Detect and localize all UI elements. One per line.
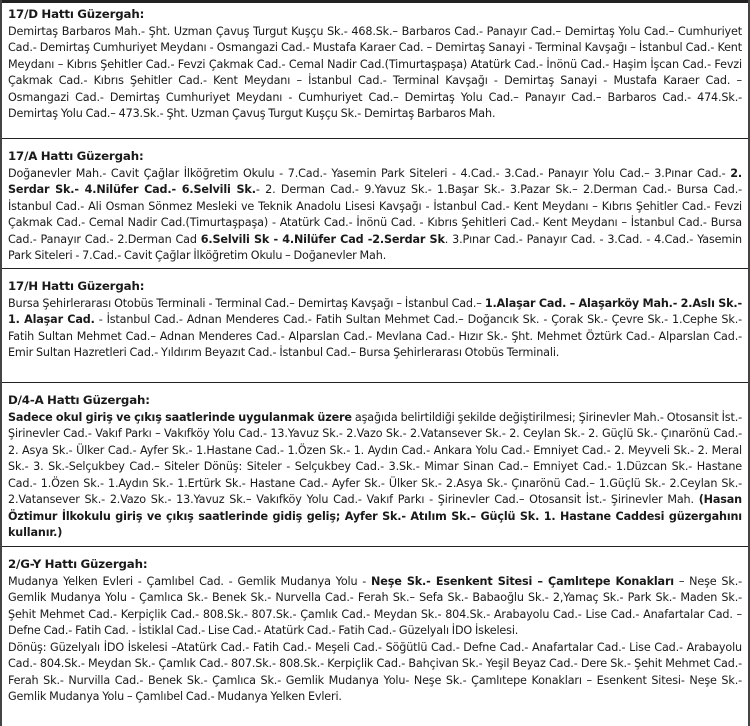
top-border bbox=[0, 0, 750, 3]
left-border bbox=[0, 0, 2, 726]
route-text: aşağıda belirtildiği şekilde değiştirilmesi; Şirinevler Mah.- Otosansit İst.- Şirinevler Cad.- Vakıf Parkı – Vakıfköy Yolu Cad.- 13.Yavuz Sk.- 2.Vazo Sk.- 2.Vatansever Sk.- 2. Ceylan Sk.- 2. Güçlü Sk.- Çınarönü Cad.- 2. Asya Sk.- Ülker Cad.- Ayfer Sk.- 1.Hastane Cad.- 1.Özen Sk.- 1. Aydın Cad.- Ankara Yolu Cad.- Emniyet Cad.- 2. Meyveli Sk.- 2. Meral Sk.- 3. Sk.-Selçukbey Cad.– Siteler Dönüş: Siteler - Selçukbey Cad.- 3.Sk.- Mimar Sinan Cad.– Emniyet Cad.- 1.Düzcan Sk.- Hastane Cad.- 1.Özen Sk.- 1.Aydın Sk.- 1.Ertürk Sk.- Hastane Cad.- Ayfer Sk.- Ülker Sk.- 2.Asya Sk.- Çınarönü Cad.– 1.Güçlü Sk.- 2.Ceylan Sk.- 2.Vatansever Sk.- 2.Vazo Sk.- 13.Yavuz Sk.– Vakıfköy Yolu Cad.- Vakıf Parkı - Şirinevler Cad.– Otosansit İst.- Şirinevler Mah. bbox=[8, 410, 742, 506]
route-highlight: 6.Selvili Sk - 4.Nilüfer Cad -2.Serdar Sk bbox=[200, 232, 445, 246]
route-highlight: (Hasan Öztimur İlkokulu giriş ve çıkış saatlerinde gidiş geliş; Ayfer Sk.- Atılım Sk.– Güçlü Sk. 1. Hastane Caddesi güzergahını kullanır.) bbox=[8, 493, 742, 539]
route-section-17h bbox=[8, 278, 742, 362]
route-text: - İstanbul Cad.- Adnan Menderes Cad.- Fatih Sultan Mehmet Cad.– Doğancık Sk. - Çorak Sk.- Çevre Sk.- 1.Cephe Sk.- Fatih Sultan Mehmet Cad.– Adnan Menderes Cad.- Alparslan Cad.- Mevlana Cad.- Hızır Sk.- Şht. Mehmet Öztürk Cad.- Alparslan Cad.- Emir Sultan Hazretleri Cad.- Yıldırım Beyazıt Cad.- İstanbul Cad.– Bursa Şehirlerarası Otobüs Terminali. bbox=[8, 313, 742, 359]
route-section-2gy bbox=[8, 556, 742, 706]
route-section-17d bbox=[8, 6, 742, 123]
route-description bbox=[8, 24, 742, 123]
section-title: D/4-A Hattı Güzergah: bbox=[8, 393, 150, 407]
route-description bbox=[8, 166, 742, 265]
section-divider bbox=[2, 268, 748, 269]
route-text: - 2. Derman Cad.- 9.Yavuz Sk.- 1.Başar Sk.- 3.Pazar Sk.– 2.Derman Cad.- Bursa Cad.- İstanbul Cad.- Ali Osman Sönmez Mesleki ve Teknik Anadolu Lisesi Kavşağı - İstanbul Cad.- Kent Meydanı – Kıbrıs Şehitler Cad.- Fevzi Çakmak Cad.- Cemal Nadir Cad.(Timurtaşpaşa) - Atatürk Cad.- İnönü Cad. - Kıbrıs Şehitleri Cad.- Kent Meydanı – İstanbul Cad.- Bursa Cad.- Panayır Cad.- 2.Derman Cad bbox=[8, 183, 742, 246]
section-title: 17/H Hattı Güzergah: bbox=[8, 279, 145, 293]
route-text: Bursa Şehirlerarası Otobüs Terminali - Terminal Cad.– Demirtaş Kavşağı – İstanbul Cad.– bbox=[8, 296, 485, 310]
route-text: Mudanya Yelken Evleri - Çamlıbel Cad. - Gemlik Mudanya Yolu - bbox=[8, 574, 372, 588]
route-description bbox=[8, 410, 742, 542]
route-highlight: 2. Serdar Sk.- 4.Nilüfer Cad.- 6.Selvili Sk. bbox=[8, 166, 742, 196]
section-title: 17/D Hattı Güzergah: bbox=[8, 7, 145, 21]
section-divider bbox=[2, 546, 748, 547]
route-text: . 3.Pınar Cad.- Panayır Cad. - 3.Cad. - 4.Cad.- Yasemin Park Siteleri - 7.Cad.- Cavit Çağlar İlköğretim Okulu – Doğanevler Mah. bbox=[8, 232, 743, 262]
section-divider bbox=[2, 138, 748, 139]
route-description bbox=[8, 296, 742, 362]
route-text: Dönüş: Güzelyalı İDO İskelesi –Atatürk Cad.- Fatih Cad.- Meşeli Cad.- Söğütlü Cad.- Defne Cad.- Anafartalar Cad.- Lise Cad.- Arabayolu Cad.- 804.Sk.- Meydan Sk.- Çamlık Cad.- 807.Sk.- 808.Sk.- Kerpiçlik Cad.- Bahçivan Sk.- Yeşil Beyaz Cad.- Dere Sk.- Şehit Mehmet Cad.- Ferah Sk.- Nurvilla Cad.- Benek Sk.- Çamlıca Sk.- Gemlik Mudanya Yolu- Neşe Sk.- Çamlıtepe Konakları – Esenkent Sitesi- Neşe Sk.- Gemlik Mudanya Yolu – Çamlıbel Cad.- Mudanya Yelken Evleri. bbox=[8, 640, 742, 703]
route-text: Doğanevler Mah.- Cavit Çağlar İlköğretim Okulu - 7.Cad.- Yasemin Park Siteleri - 4.Cad.- 3.Cad.- Panayır Yolu Cad.– 3.Pınar Cad.- bbox=[8, 166, 731, 180]
section-title: 2/G-Y Hattı Güzergah: bbox=[8, 557, 148, 571]
route-section-17a bbox=[8, 148, 742, 265]
route-text: Demirtaş Barbaros Mah.- Şht. Uzman Çavuş Turgut Kuşçu Sk.- 468.Sk.– Barbaros Cad.- Panayır Cad.– Demirtaş Yolu Cad.– Cumhuriyet Cad.- Demirtaş Cumhuriyet Meydanı - Osmangazi Cad.- Mustafa Karaer Cad. – Demirtaş Sanayi - Terminal Kavşağı – İstanbul Cad.- Kent Meydanı – Kıbrıs Şehitler Cad.- Fevzi Çakmak Cad.- Cemal Nadir Cad.(Timurtaşpaşa) Atatürk Cad.- İnönü Cad.- Haşim İşcan Cad.- Fevzi Çakmak Cad.- Kıbrıs Şehitler Cad.- Kent Meydanı – İstanbul Cad.- Terminal Kavşağı - Demirtaş Sanayi - Mustafa Karaer Cad. – Osmangazi Cad.- Demirtaş Cumhuriyet Meydanı - Cumhuriyet Cad.– Demirtaş Yolu Cad.– Panayır Cad.– Barbaros Cad.- 474.Sk.- Demirtaş Yolu Cad.– 473.Sk.- Şht. Uzman Çavuş Turgut Kuşçu Sk.- Demirtaş Barbaros Mah. bbox=[8, 24, 742, 120]
section-title: 17/A Hattı Güzergah: bbox=[8, 149, 144, 163]
route-highlight: 1.Alaşar Cad. – Alaşarköy Mah.- 2.Aslı Sk.- 1. Alaşar Cad. bbox=[8, 296, 742, 326]
route-description bbox=[8, 574, 742, 706]
route-highlight: Neşe Sk.- Esenkent Sitesi – Çamlıtepe Konakları bbox=[371, 574, 674, 588]
route-section-d4a bbox=[8, 392, 742, 542]
route-highlight: Sadece okul giriş ve çıkış saatlerinde uygulanmak üzere bbox=[8, 410, 352, 424]
route-text: – Neşe Sk.- Gemlik Mudanya Yolu - Çamlıca Sk.- Benek Sk.- Nurvella Cad.- Ferah Sk.– Sefa Sk.- Babaoğlu Sk.- 2,Yamaç Sk.- Park Sk.- Maden Sk.- Şehit Mehmet Cad.- Kerpiçlik Cad.- 808.Sk.- 807.Sk.- Çamlık Cad.- Meydan Sk.- 804.Sk.- Arabayolu Cad.- Lise Cad.- Anafartalar Cad. – Defne Cad.- Fatih Cad. - İstiklal Cad.- Lise Cad.- Atatürk Cad.- Fatih Cad.- Güzelyalı İDO İskelesi. bbox=[8, 574, 742, 637]
section-divider bbox=[2, 382, 748, 383]
